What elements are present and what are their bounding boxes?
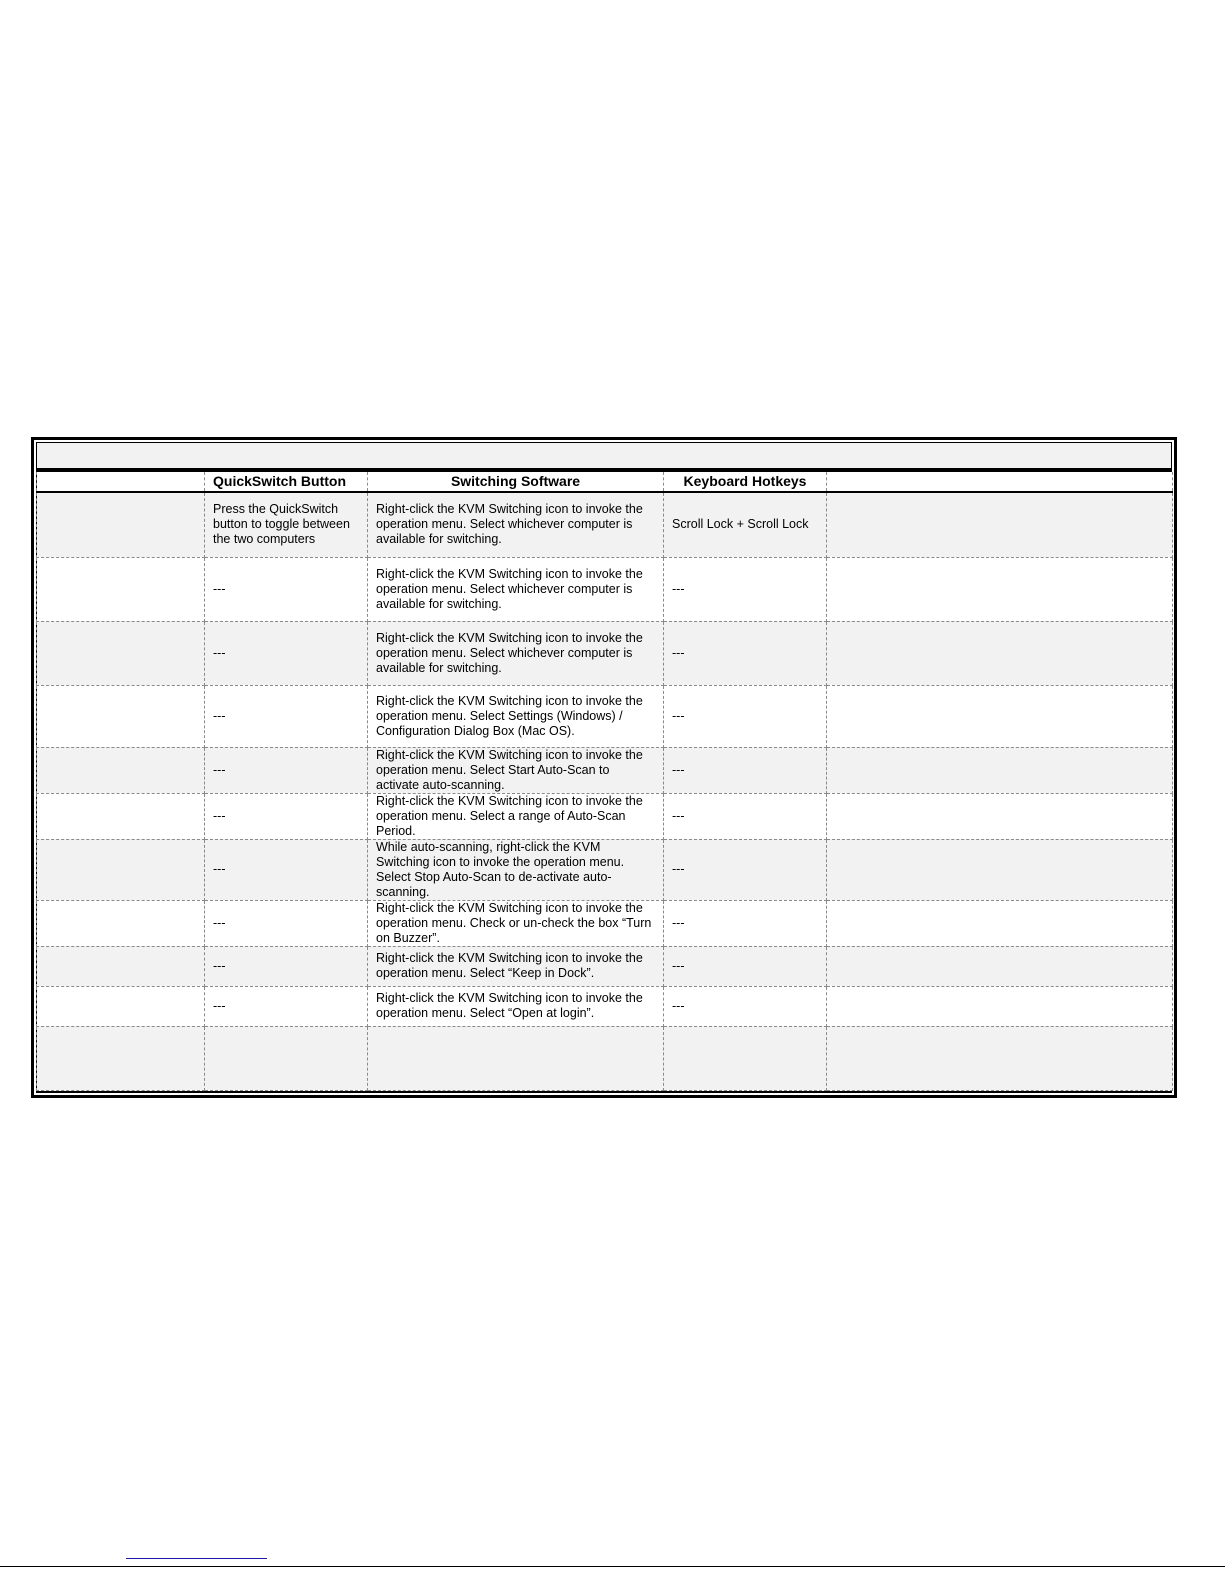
software-cell: While auto-scanning, right-click the KVM Switching icon to invoke the operation menu. Select Stop Auto-Scan to de-activate auto-scanning. bbox=[368, 839, 664, 900]
software-cell bbox=[368, 1026, 664, 1090]
hotkeys-cell: --- bbox=[664, 900, 827, 946]
notes-cell bbox=[827, 621, 1173, 685]
quickswitch-cell: --- bbox=[205, 793, 368, 839]
header-row bbox=[37, 472, 1173, 492]
notes-cell bbox=[827, 793, 1173, 839]
table-row bbox=[37, 685, 1173, 747]
notes-cell bbox=[827, 747, 1173, 793]
hotkeys-cell: --- bbox=[664, 946, 827, 986]
hotkeys-cell bbox=[664, 1026, 827, 1090]
hotkeys-cell: --- bbox=[664, 557, 827, 621]
notes-cell bbox=[827, 946, 1173, 986]
header-quickswitch: QuickSwitch Button bbox=[205, 472, 368, 492]
page-bottom-rule bbox=[0, 1566, 1225, 1567]
notes-cell bbox=[827, 986, 1173, 1026]
software-cell: Right-click the KVM Switching icon to invoke the operation menu. Select Settings (Windows) / Configuration Dialog Box (Mac OS). bbox=[368, 685, 664, 747]
function-cell bbox=[37, 946, 205, 986]
quickswitch-cell: --- bbox=[205, 557, 368, 621]
hotkeys-cell: --- bbox=[664, 747, 827, 793]
notes-cell bbox=[827, 685, 1173, 747]
table-row bbox=[37, 793, 1173, 839]
function-cell bbox=[37, 839, 205, 900]
quickswitch-cell bbox=[205, 1026, 368, 1090]
table-row bbox=[37, 900, 1173, 946]
quickswitch-cell: --- bbox=[205, 839, 368, 900]
hotkeys-cell: --- bbox=[664, 685, 827, 747]
table-row bbox=[37, 557, 1173, 621]
quickswitch-cell: --- bbox=[205, 946, 368, 986]
quickswitch-cell: --- bbox=[205, 747, 368, 793]
table-row bbox=[37, 1026, 1173, 1090]
hotkeys-cell: --- bbox=[664, 986, 827, 1026]
header-function bbox=[37, 472, 205, 492]
table-row bbox=[37, 839, 1173, 900]
function-cell bbox=[37, 557, 205, 621]
software-cell: Right-click the KVM Switching icon to invoke the operation menu. Select whichever computer is available for switching. bbox=[368, 492, 664, 557]
quickswitch-cell: --- bbox=[205, 621, 368, 685]
software-cell: Right-click the KVM Switching icon to invoke the operation menu. Select “Open at login”. bbox=[368, 986, 664, 1026]
software-cell: Right-click the KVM Switching icon to invoke the operation menu. Select “Keep in Dock”. bbox=[368, 946, 664, 986]
operations-table bbox=[36, 472, 1173, 1091]
table-title-bar bbox=[36, 442, 1172, 469]
software-cell: Right-click the KVM Switching icon to invoke the operation menu. Select whichever computer is available for switching. bbox=[368, 557, 664, 621]
table-row bbox=[37, 946, 1173, 986]
software-cell: Right-click the KVM Switching icon to invoke the operation menu. Select a range of Auto-Scan Period. bbox=[368, 793, 664, 839]
function-cell bbox=[37, 986, 205, 1026]
table-row bbox=[37, 747, 1173, 793]
function-cell bbox=[37, 621, 205, 685]
function-cell bbox=[37, 492, 205, 557]
function-cell bbox=[37, 793, 205, 839]
software-cell: Right-click the KVM Switching icon to invoke the operation menu. Check or un-check the box “Turn on Buzzer”. bbox=[368, 900, 664, 946]
software-cell: Right-click the KVM Switching icon to invoke the operation menu. Select Start Auto-Scan to activate auto-scanning. bbox=[368, 747, 664, 793]
quickswitch-cell: Press the QuickSwitch button to toggle between the two computers bbox=[205, 492, 368, 557]
header-software: Switching Software bbox=[368, 472, 664, 492]
footnote-link-line bbox=[126, 1558, 267, 1559]
quickswitch-cell: --- bbox=[205, 986, 368, 1026]
notes-cell bbox=[827, 492, 1173, 557]
function-cell bbox=[37, 900, 205, 946]
table-row bbox=[37, 621, 1173, 685]
notes-cell bbox=[827, 900, 1173, 946]
quickswitch-cell: --- bbox=[205, 685, 368, 747]
notes-cell bbox=[827, 1026, 1173, 1090]
notes-cell bbox=[827, 557, 1173, 621]
notes-cell bbox=[827, 839, 1173, 900]
function-cell bbox=[37, 1026, 205, 1090]
header-notes bbox=[827, 472, 1173, 492]
function-cell bbox=[37, 747, 205, 793]
hotkeys-cell: --- bbox=[664, 839, 827, 900]
hotkeys-cell: --- bbox=[664, 793, 827, 839]
software-cell: Right-click the KVM Switching icon to invoke the operation menu. Select whichever computer is available for switching. bbox=[368, 621, 664, 685]
header-hotkeys: Keyboard Hotkeys bbox=[664, 472, 827, 492]
table-row bbox=[37, 492, 1173, 557]
hotkeys-cell: --- bbox=[664, 621, 827, 685]
hotkeys-cell: Scroll Lock + Scroll Lock bbox=[664, 492, 827, 557]
table-row bbox=[37, 986, 1173, 1026]
function-cell bbox=[37, 685, 205, 747]
quickswitch-cell: --- bbox=[205, 900, 368, 946]
